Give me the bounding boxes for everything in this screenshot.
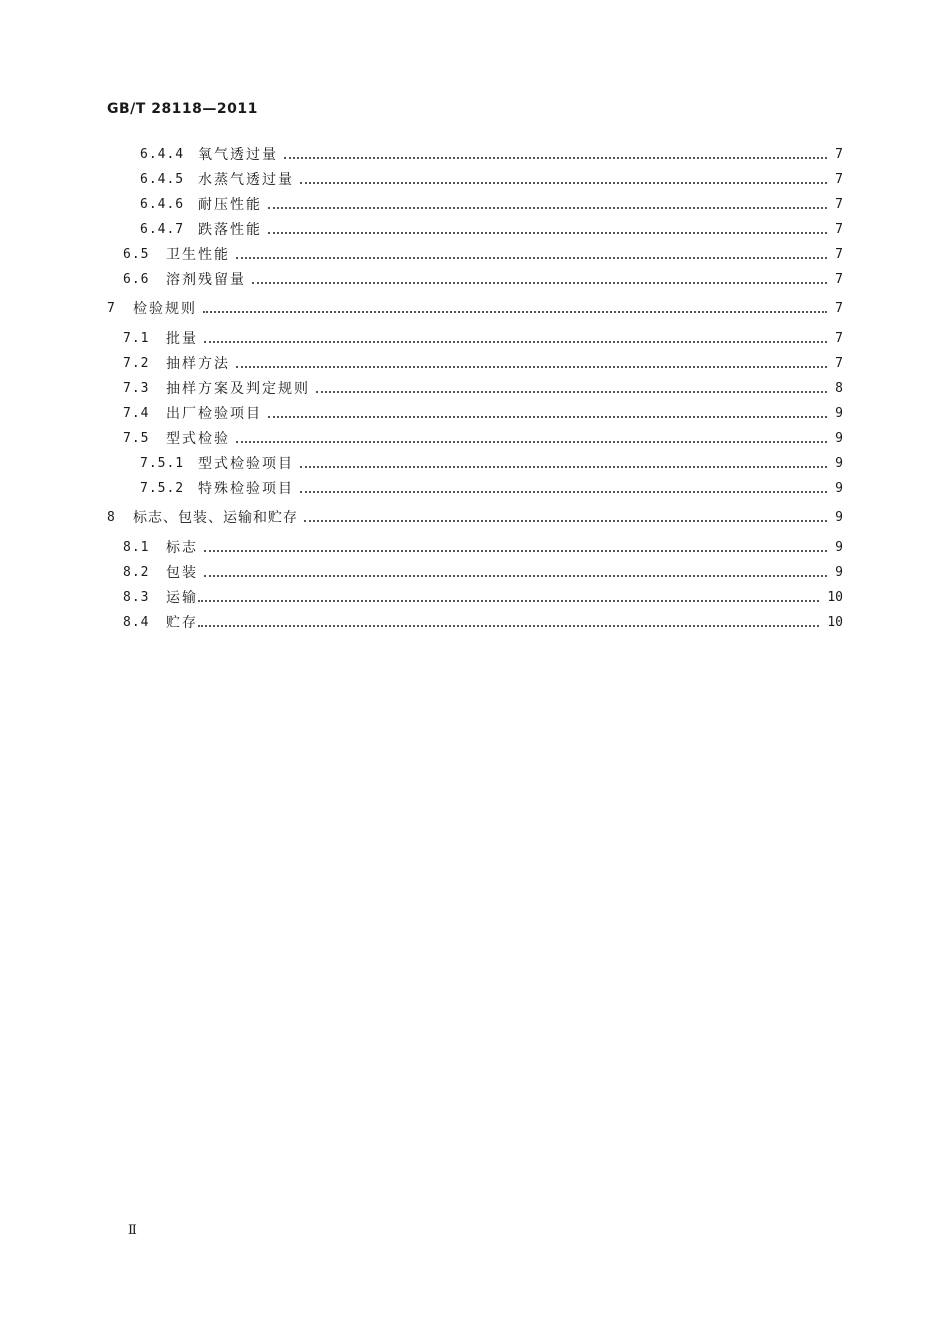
toc-entry-page: 9 [835, 539, 843, 555]
toc-entry[interactable] [123, 378, 843, 398]
toc-entry[interactable] [123, 587, 843, 607]
toc-entry-page: 9 [835, 430, 843, 446]
toc-entry-title: 卫生性能 [166, 247, 230, 263]
toc-entry-page: 9 [835, 509, 843, 525]
toc-entry-number: 6.4.7 [140, 221, 185, 237]
toc-dot-leader [203, 310, 827, 313]
toc-entry-number: 7.3 [123, 380, 150, 396]
toc-dot-leader [268, 206, 827, 209]
toc-entry-page: 10 [827, 614, 843, 630]
toc-dot-leader [252, 281, 827, 284]
toc-entry[interactable] [123, 328, 843, 348]
toc-entry-page: 9 [835, 480, 843, 496]
toc-entry-number: 6.5 [123, 246, 150, 262]
toc-entry-title: 运输 [166, 590, 198, 606]
toc-entry-page: 7 [835, 355, 843, 371]
toc-entry-title: 标志、包装、运输和贮存 [133, 510, 298, 526]
page-number-footer: Ⅱ [128, 1223, 137, 1238]
toc-chapter-entry[interactable] [107, 507, 843, 527]
toc-entry-title: 出厂检验项目 [166, 406, 262, 422]
toc-entry[interactable] [123, 612, 843, 632]
document-id-header: GB/T 28118—2011 [107, 101, 258, 117]
toc-entry[interactable] [140, 194, 843, 214]
toc-dot-leader [300, 465, 827, 468]
toc-dot-leader [204, 574, 827, 577]
toc-entry-number: 7.5.1 [140, 455, 185, 471]
toc-entry-title: 抽样方法 [166, 356, 230, 372]
toc-entry-number: 7.5 [123, 430, 150, 446]
toc-entry-title: 型式检验 [166, 431, 230, 447]
toc-entry[interactable] [140, 453, 843, 473]
toc-entry-number: 7.1 [123, 330, 150, 346]
toc-dot-leader [198, 624, 819, 627]
toc-entry-number: 7.2 [123, 355, 150, 371]
toc-entry-page: 7 [835, 330, 843, 346]
toc-entry[interactable] [123, 353, 843, 373]
toc-entry[interactable] [123, 244, 843, 264]
toc-entry-number: 8.3 [123, 589, 150, 605]
toc-entry-page: 7 [835, 146, 843, 162]
toc-entry-title: 批量 [166, 331, 198, 347]
toc-entry-number: 8.1 [123, 539, 150, 555]
toc-entry-page: 7 [835, 246, 843, 262]
toc-dot-leader [300, 181, 827, 184]
toc-entry-page: 8 [835, 380, 843, 396]
toc-entry[interactable] [123, 269, 843, 289]
toc-dot-leader [268, 231, 827, 234]
toc-entry[interactable] [123, 537, 843, 557]
toc-entry-title: 型式检验项目 [198, 456, 294, 472]
toc-entry-title: 包装 [166, 565, 198, 581]
toc-entry-page: 9 [835, 455, 843, 471]
toc-entry-title: 耐压性能 [198, 197, 262, 213]
toc-dot-leader [268, 415, 827, 418]
toc-entry-title: 贮存 [166, 615, 198, 631]
toc-entry[interactable] [123, 428, 843, 448]
toc-entry[interactable] [140, 478, 843, 498]
toc-entry-number: 6.4.5 [140, 171, 185, 187]
toc-entry-title: 标志 [166, 540, 198, 556]
toc-entry-title: 特殊检验项目 [198, 481, 294, 497]
toc-entry-title: 跌落性能 [198, 222, 262, 238]
toc-entry-number: 6.4.4 [140, 146, 185, 162]
toc-dot-leader [204, 549, 827, 552]
toc-entry-page: 7 [835, 300, 843, 316]
toc-entry-title: 溶剂残留量 [166, 272, 246, 288]
toc-entry-number: 7.5.2 [140, 480, 185, 496]
toc-dot-leader [284, 156, 827, 159]
toc-dot-leader [316, 390, 827, 393]
toc-entry[interactable] [140, 169, 843, 189]
toc-entry-title: 抽样方案及判定规则 [166, 381, 310, 397]
toc-entry[interactable] [140, 144, 843, 164]
toc-entry-page: 7 [835, 271, 843, 287]
toc-entry-page: 7 [835, 171, 843, 187]
toc-dot-leader [204, 340, 827, 343]
toc-entry-page: 10 [827, 589, 843, 605]
toc-dot-leader [300, 490, 827, 493]
toc-entry-number: 6.4.6 [140, 196, 185, 212]
toc-entry-title: 氧气透过量 [198, 147, 278, 163]
toc-entry-number: 7.4 [123, 405, 150, 421]
toc-entry-number: 8 [107, 509, 116, 525]
toc-dot-leader [236, 256, 827, 259]
toc-entry-number: 7 [107, 300, 116, 316]
toc-entry-title: 检验规则 [133, 301, 197, 317]
toc-entry-page: 7 [835, 196, 843, 212]
toc-entry-number: 6.6 [123, 271, 150, 287]
toc-entry-page: 9 [835, 405, 843, 421]
toc-dot-leader [198, 599, 819, 602]
toc-entry-number: 8.2 [123, 564, 150, 580]
toc-entry-title: 水蒸气透过量 [198, 172, 294, 188]
toc-dot-leader [236, 365, 827, 368]
toc-entry-page: 9 [835, 564, 843, 580]
toc-dot-leader [236, 440, 827, 443]
toc-entry[interactable] [123, 403, 843, 423]
toc-entry[interactable] [140, 219, 843, 239]
toc-entry-number: 8.4 [123, 614, 150, 630]
toc-chapter-entry[interactable] [107, 298, 843, 318]
toc-dot-leader [304, 519, 827, 522]
toc-entry-page: 7 [835, 221, 843, 237]
toc-entry[interactable] [123, 562, 843, 582]
